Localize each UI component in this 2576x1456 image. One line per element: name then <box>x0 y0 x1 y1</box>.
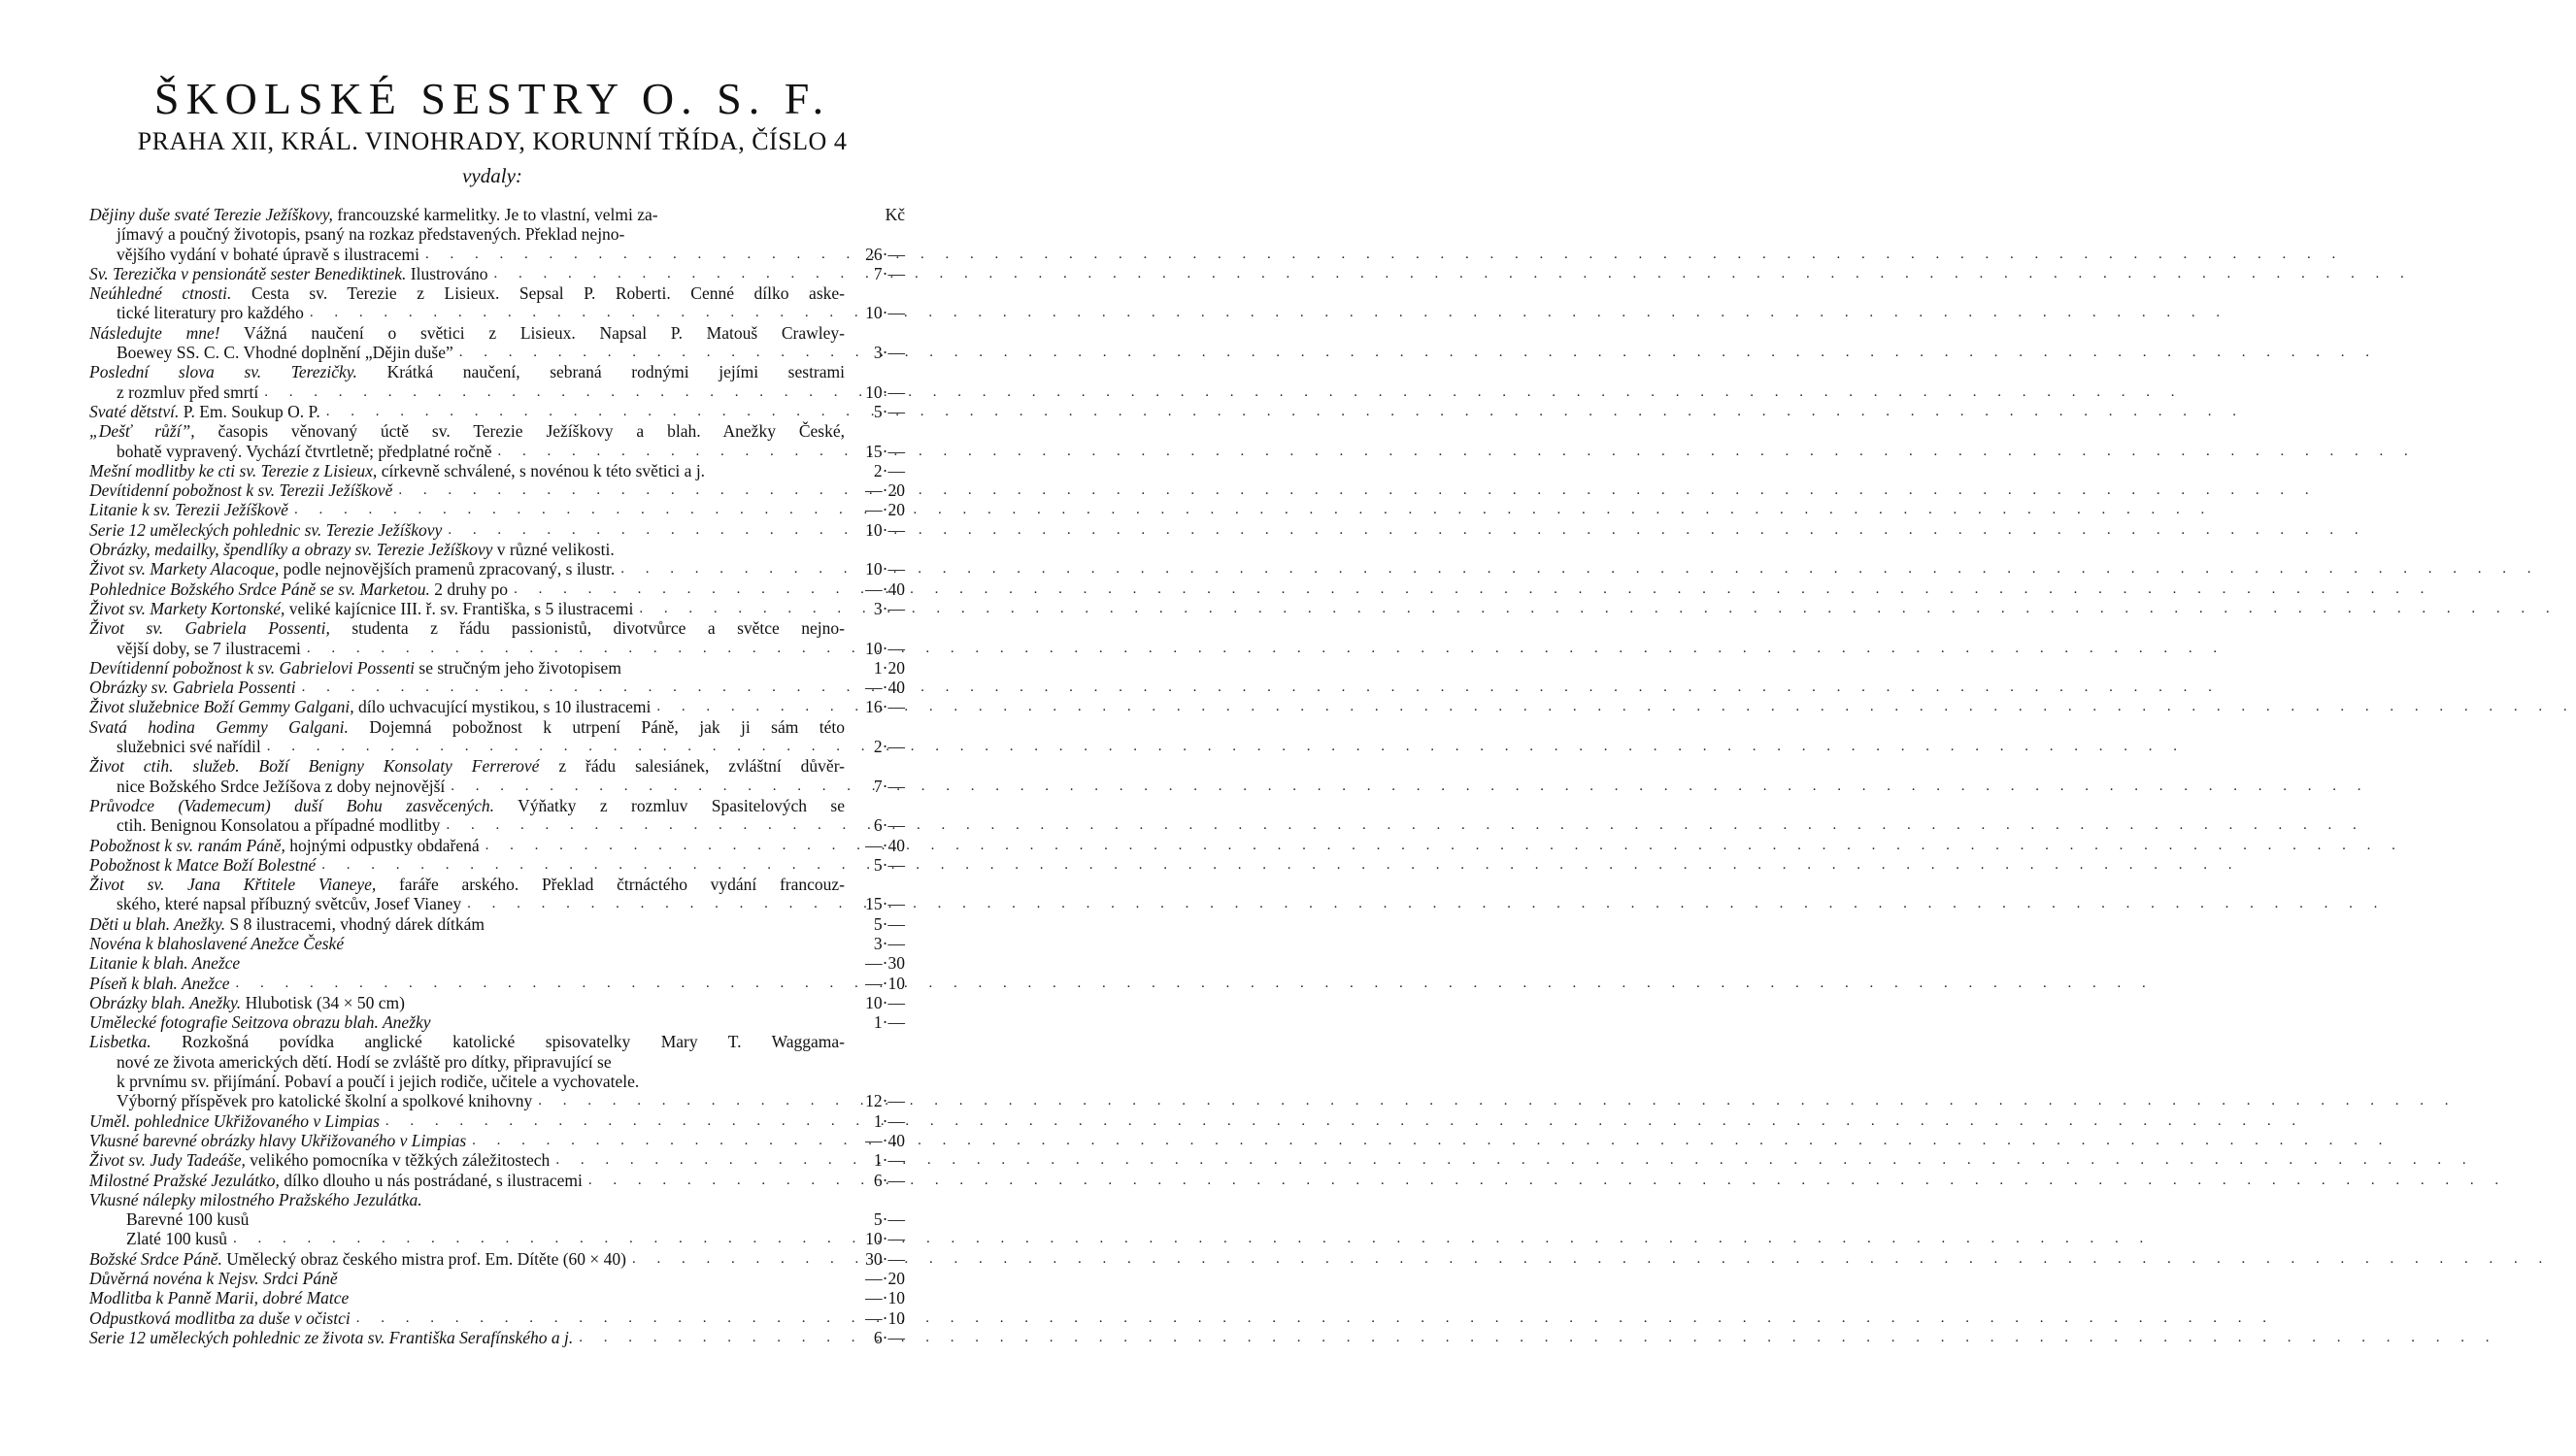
catalog-line <box>89 1190 905 1209</box>
dot-leader <box>227 1229 845 1248</box>
catalog-price: 5·— <box>873 854 905 875</box>
catalog-line <box>89 442 905 461</box>
catalog-entry-text <box>89 500 288 519</box>
catalog-entry-text <box>89 520 442 540</box>
catalog-price: 6·— <box>873 1327 905 1347</box>
catalog-line <box>89 599 905 618</box>
catalog-entry-description: se stručným jeho životopisem <box>415 657 621 678</box>
catalog-entry-description: francouzské karmelitky. Je to vlastní, velmi za- <box>332 205 658 224</box>
catalog-price: —·10 <box>865 1288 905 1308</box>
catalog-entry-description: dílko dlouho u nás postrádané, s ilustracemi <box>279 1170 583 1190</box>
catalog-entry-title: Život sv. Gabriela Possenti, <box>89 618 330 639</box>
catalog-line <box>89 205 905 224</box>
catalog-entry-text <box>89 1111 380 1131</box>
catalog-entry-text <box>89 579 508 599</box>
dot-leader <box>301 639 845 658</box>
catalog-line <box>89 224 905 244</box>
catalog-line <box>89 658 905 678</box>
catalog-entry-description: časopis věnovaný úctě sv. Terezie Ježíškovy a blah. Anežky České, <box>194 421 846 442</box>
dot-leader <box>466 1131 845 1150</box>
catalog-entry-title: Sv. Terezička v pensionátě sester Benediktinek. <box>89 263 407 283</box>
catalog-entry-text <box>89 914 485 934</box>
catalog-entry-text <box>89 953 240 973</box>
catalog-entry-description: Vážná naučení o světici z Lisieux. Napsal P. Matouš Crawley- <box>219 322 845 343</box>
catalog-entry-text <box>89 1288 349 1307</box>
catalog-line <box>89 1032 905 1051</box>
catalog-entry-title: Život služebnice Boží Gemmy Galgani, <box>89 697 354 717</box>
catalog-price: 3·— <box>873 343 905 363</box>
catalog-price: 12·— <box>865 1091 905 1111</box>
catalog-entry-text <box>89 264 488 283</box>
catalog-entry-text <box>89 855 316 875</box>
catalog-entry-text <box>89 480 392 500</box>
catalog-price: 26·— <box>865 244 905 264</box>
catalog-entry-text <box>89 618 845 638</box>
dot-leader <box>445 777 845 796</box>
catalog-entry-text <box>89 559 615 579</box>
dot-leader <box>351 1308 845 1328</box>
dot-leader <box>508 579 845 599</box>
catalog-entry-title: Serie 12 uměleckých pohlednic ze života sv. Františka Serafínského a j. <box>89 1327 574 1347</box>
catalog-line <box>89 1269 905 1288</box>
catalog-entry-title: Poslední slova sv. Terezičky. <box>89 362 357 382</box>
catalog-entry-text <box>89 599 633 618</box>
catalog-line <box>89 245 905 264</box>
catalog-price: —·40 <box>865 1130 905 1150</box>
catalog-line <box>89 421 905 441</box>
catalog-price: 30·— <box>865 1248 905 1269</box>
catalog-entry-title: Pohlednice Božského Srdce Páně se sv. Marketou. <box>89 579 430 599</box>
catalog-entry-title: „Dešť růží”, <box>89 421 195 442</box>
catalog-entry-description: bohatě vypravený. Vychází čtvrtletně; předplatné ročně <box>117 441 492 461</box>
catalog-entry-title: Devítidenní pobožnost k sv. Terezii Ježíškově <box>89 480 393 501</box>
catalog-line <box>89 579 905 599</box>
catalog-price: 1·20 <box>873 657 905 678</box>
catalog-price: —·10 <box>865 1307 905 1328</box>
catalog-line <box>89 1052 905 1072</box>
catalog-entry-description: nice Božského Srdce Ježíšova z doby nejnovější <box>117 776 446 796</box>
catalog-price: Kč <box>885 205 905 224</box>
catalog-line <box>89 678 905 697</box>
catalog-entry-text <box>89 1131 466 1150</box>
catalog-price: 1·— <box>873 1110 905 1131</box>
catalog-entry-title: Vkusné barevné obrázky hlavy Ukřižovaného v Limpias <box>89 1130 467 1150</box>
catalog-price: 16·— <box>865 697 905 717</box>
catalog-line <box>89 777 905 796</box>
catalog-entry-text <box>89 461 705 480</box>
catalog-price: —·30 <box>865 953 905 974</box>
catalog-entry-description: Zlaté 100 kusů <box>126 1229 228 1249</box>
catalog-entry-text <box>89 421 845 441</box>
catalog-entry-title: Život sv. Markety Kortonské, <box>89 598 285 618</box>
catalog-entry-title: Neúhledné ctnosti. <box>89 283 232 304</box>
dot-leader <box>442 520 845 540</box>
catalog-entry-description: studenta z řádu passionistů, divotvůrce a světce nejno- <box>329 618 845 639</box>
catalog-entry-description: Hlubotisk (34 × 50 cm) <box>241 992 406 1012</box>
catalog-entry-text <box>89 362 845 381</box>
catalog-line <box>89 836 905 855</box>
catalog-line <box>89 540 905 559</box>
catalog-entry-description: Výňatky z rozmluv Spasitelových se <box>494 795 846 815</box>
dot-leader <box>261 737 845 756</box>
dot-leader <box>320 402 845 421</box>
catalog-entry-description: Dojemná pobožnost k utrpení Páně, jak ji sám této <box>348 716 845 737</box>
catalog-entry-description: Ilustrováno <box>406 263 488 283</box>
dot-leader <box>453 343 845 362</box>
catalog-price: 3·— <box>873 933 905 953</box>
catalog-entry-text <box>89 894 461 913</box>
catalog-entry-text <box>89 639 301 658</box>
catalog-entry-title: Obrázky sv. Gabriela Possenti <box>89 678 296 698</box>
dot-leader <box>258 382 845 402</box>
catalog-line <box>89 461 905 480</box>
catalog-entry-description: k prvnímu sv. přijímání. Pobaví a poučí i jejich rodiče, učitele a vychovatele. <box>117 1072 640 1092</box>
catalog-entry-title: Obrázky blah. Anežky. <box>89 992 242 1012</box>
catalog-line <box>89 737 905 756</box>
dot-leader <box>491 442 845 461</box>
catalog-line <box>89 1288 905 1307</box>
dot-leader <box>392 480 845 500</box>
catalog-entry-text <box>89 875 845 894</box>
dot-leader <box>651 697 845 716</box>
catalog-price: —·20 <box>865 1269 905 1289</box>
catalog-price: —·20 <box>865 480 905 501</box>
catalog-entry-text <box>89 1091 532 1110</box>
catalog-entry-title: Modlitba k Panně Marii, dobré Matce <box>89 1288 350 1308</box>
dot-leader <box>615 559 845 579</box>
catalog-entry-description: služebnici své nařídil <box>117 737 261 757</box>
catalog-entry-description: S 8 ilustracemi, vhodný dárek dítkám <box>225 913 485 934</box>
catalog-line <box>89 697 905 716</box>
catalog-price: 2·— <box>873 460 905 480</box>
catalog-line <box>89 1308 905 1328</box>
catalog-line <box>89 382 905 402</box>
catalog-entry-title: Svaté dětství. <box>89 401 180 421</box>
catalog-entry-text <box>89 1308 351 1328</box>
catalog-entry-text <box>89 1328 573 1347</box>
catalog-entry-description: vějšího vydání v bohaté úpravě s ilustracemi <box>117 244 420 264</box>
catalog-entry-title: Život sv. Judy Tadeáše, <box>89 1150 246 1171</box>
catalog-entry-text <box>89 836 480 855</box>
catalog-entry-text <box>89 658 621 678</box>
catalog-price: —·10 <box>865 973 905 993</box>
dot-leader <box>573 1328 845 1347</box>
catalog-price: 10·— <box>865 638 905 658</box>
catalog-entry-title: Průvodce (Vademecum) duší Bohu zasvěcených. <box>89 795 495 815</box>
catalog-line <box>89 343 905 362</box>
catalog-entry-description: z řádu salesiánek, zvláštní důvěr- <box>539 756 845 777</box>
catalog-entry-title: Píseň k blah. Anežce <box>89 973 230 993</box>
catalog-line <box>89 303 905 322</box>
catalog-entry-description: Výborný příspěvek pro katolické školní a spolkové knihovny <box>117 1091 533 1111</box>
dot-leader <box>480 836 845 855</box>
catalog-entry-description: Cesta sv. Terezie z Lisieux. Sepsal P. Roberti. Cenné dílko aske- <box>231 283 845 304</box>
catalog-entry-title: Lisbetka. <box>89 1032 151 1052</box>
dot-leader <box>440 815 845 835</box>
catalog-entry-title: Milostné Pražské Jezulátko, <box>89 1170 280 1190</box>
catalog-price: 15·— <box>865 441 905 461</box>
catalog-entry-description: vější doby, se 7 ilustracemi <box>117 638 301 658</box>
dot-leader <box>288 500 845 519</box>
catalog-entry-title: Božské Srdce Páně. <box>89 1248 222 1269</box>
dot-leader <box>380 1111 845 1131</box>
catalog-entry-description: dílo uchvacující mystikou, s 10 ilustracemi <box>353 697 652 717</box>
catalog-entry-title: Obrázky, medailky, špendlíky a obrazy sv. Terezie Ježíškovy <box>89 540 493 560</box>
catalog-line <box>89 480 905 500</box>
catalog-entry-text <box>89 1171 583 1190</box>
catalog-price: 10·— <box>865 559 905 579</box>
catalog-price: 10·— <box>865 519 905 540</box>
catalog-entry-title: Svatá hodina Gemmy Galgani. <box>89 716 349 737</box>
catalog-entry-description: podle nejnovějších pramenů zpracovaný, s ilustr. <box>279 559 616 579</box>
catalog-entry-text <box>89 1269 338 1288</box>
page-title: ŠKOLSKÉ SESTRY O. S. F. <box>153 74 831 123</box>
catalog-entry-title: Pobožnost k Matce Boží Bolestné <box>89 854 317 875</box>
catalog-entry-title: Litanie k blah. Anežce <box>89 953 241 974</box>
dot-leader <box>461 894 845 913</box>
catalog-entry-title: Devítidenní pobožnost k sv. Gabrielovi Possenti <box>89 657 416 678</box>
catalog-list <box>89 205 905 1347</box>
catalog-entry-text <box>89 717 845 737</box>
catalog-line <box>89 953 905 973</box>
catalog-entry-text <box>89 245 419 264</box>
catalog-entry-text <box>89 283 845 303</box>
catalog-line <box>89 639 905 658</box>
catalog-entry-description: ctih. Benignou Konsolatou a případné modlitby <box>117 815 441 836</box>
catalog-price: 2·— <box>873 737 905 757</box>
catalog-price: 5·— <box>873 913 905 934</box>
catalog-entry-title: Život ctih. služeb. Boží Benigny Konsolaty Ferrerové <box>89 756 540 777</box>
catalog-line <box>89 362 905 381</box>
catalog-entry-text <box>89 382 258 402</box>
catalog-entry-text <box>89 442 491 461</box>
catalog-line <box>89 875 905 894</box>
catalog-entry-title: Odpustková modlitba za duše v očistci <box>89 1307 351 1328</box>
catalog-line <box>89 520 905 540</box>
catalog-entry-title: Umělecké fotografie Seitzova obrazu blah. Anežky <box>89 1012 431 1033</box>
catalog-entry-text <box>89 1072 639 1091</box>
dot-leader <box>550 1150 845 1170</box>
catalog-line <box>89 1131 905 1150</box>
catalog-line <box>89 618 905 638</box>
catalog-line <box>89 993 905 1012</box>
catalog-entry-text <box>89 697 651 716</box>
catalog-line <box>89 1150 905 1170</box>
catalog-entry-description: tické literatury pro každého <box>117 303 304 323</box>
catalog-line <box>89 283 905 303</box>
catalog-entry-description: z rozmluv před smrtí <box>117 381 259 402</box>
catalog-price: 7·— <box>873 776 905 796</box>
catalog-entry-text <box>89 1249 626 1269</box>
catalog-entry-title: Vkusné nálepky milostného Pražského Jezulátka. <box>89 1189 422 1209</box>
catalog-entry-title: Serie 12 uměleckých pohlednic sv. Terezie Ježíškovy <box>89 519 443 540</box>
catalog-entry-title: Děti u blah. Anežky. <box>89 913 226 934</box>
catalog-line <box>89 559 905 579</box>
catalog-price: —·40 <box>865 579 905 599</box>
dot-leader <box>230 974 846 993</box>
catalog-price: 6·— <box>873 815 905 836</box>
catalog-price: 10·— <box>865 381 905 402</box>
catalog-price: —·20 <box>865 500 905 520</box>
dot-leader <box>296 678 845 697</box>
catalog-entry-text <box>89 303 304 322</box>
catalog-line <box>89 974 905 993</box>
catalog-line <box>89 914 905 934</box>
catalog-entry-description: církevně schválené, s novénou k této světici a j. <box>377 460 706 480</box>
catalog-line <box>89 1072 905 1091</box>
catalog-line <box>89 1012 905 1032</box>
dot-leader <box>626 1249 845 1269</box>
catalog-entry-description: Boewey SS. C. C. Vhodné doplnění „Dějin duše” <box>117 343 453 363</box>
catalog-entry-text <box>89 1209 249 1229</box>
catalog-price: 10·— <box>865 992 905 1012</box>
published-by-label: vydaly: <box>462 164 522 187</box>
dot-leader <box>633 599 845 618</box>
catalog-entry-description: Umělecký obraz českého mistra prof. Em. Dítěte (60 × 40) <box>221 1248 626 1269</box>
dot-leader <box>488 264 846 283</box>
catalog-line <box>89 756 905 776</box>
catalog-entry-description: Barevné 100 kusů <box>126 1209 250 1230</box>
dot-leader <box>583 1171 845 1190</box>
catalog-line <box>89 717 905 737</box>
catalog-entry-description: hojnými odpustky obdařená <box>284 835 480 855</box>
dot-leader <box>304 303 845 322</box>
catalog-entry-text <box>89 224 624 244</box>
catalog-line <box>89 1328 905 1347</box>
catalog-entry-description: veliké kajícnice III. ř. sv. Františka, s 5 ilustracemi <box>284 598 634 618</box>
catalog-line <box>89 1229 905 1248</box>
catalog-entry-text <box>89 1190 422 1209</box>
catalog-price: 10·— <box>865 1229 905 1249</box>
catalog-entry-description: Rozkošná povídka anglické katolické spisovatelky Mary T. Waggama- <box>151 1032 845 1052</box>
catalog-entry-text <box>89 974 230 993</box>
catalog-price: 7·— <box>873 263 905 283</box>
catalog-price: —·40 <box>865 678 905 698</box>
catalog-entry-title: Uměl. pohlednice Ukřižovaného v Limpias <box>89 1110 380 1131</box>
dot-leader <box>419 245 845 264</box>
catalog-line <box>89 855 905 875</box>
catalog-price: 6·— <box>873 1170 905 1190</box>
catalog-entry-text <box>89 1032 845 1051</box>
publisher-address: PRAHA XII, KRÁL. VINOHRADY, KORUNNÍ TŘÍDA, ČÍSLO 4 <box>137 127 848 155</box>
catalog-entry-text <box>89 756 845 776</box>
catalog-entry-description: jímavý a poučný životopis, psaný na rozkaz představených. Překlad nejno- <box>117 224 625 245</box>
catalog-entry-text <box>89 1229 227 1248</box>
catalog-line <box>89 894 905 913</box>
catalog-entry-text <box>89 678 296 697</box>
catalog-entry-text <box>89 737 261 756</box>
catalog-entry-text <box>89 1012 431 1032</box>
catalog-price: 1·— <box>873 1012 905 1033</box>
catalog-entry-title: Život sv. Jana Křtitele Vianeye, <box>89 875 377 895</box>
dot-leader <box>316 855 845 875</box>
catalog-line <box>89 1091 905 1110</box>
dot-leader <box>532 1091 845 1110</box>
catalog-entry-description: Krátká naučení, sebraná rodnými jejími sestrami <box>356 362 845 382</box>
catalog-entry-text <box>89 934 344 953</box>
catalog-line <box>89 500 905 519</box>
catalog-entry-title: Dějiny duše svaté Terezie Ježíškovy, <box>89 205 333 224</box>
catalog-line <box>89 264 905 283</box>
catalog-entry-description: v různé velikosti. <box>492 540 615 560</box>
catalog-line <box>89 323 905 343</box>
catalog-price: 1·— <box>873 1150 905 1171</box>
catalog-entry-text <box>89 205 658 224</box>
catalog-entry-description: faráře arského. Překlad čtrnáctého vydání francouz- <box>376 875 845 895</box>
catalog-price: 10·— <box>865 303 905 323</box>
catalog-entry-title: Mešní modlitby ke cti sv. Terezie z Lisieux, <box>89 460 378 480</box>
catalog-line <box>89 815 905 835</box>
catalog-entry-title: Litanie k sv. Terezii Ježíškově <box>89 500 288 520</box>
catalog-line <box>89 934 905 953</box>
catalog-entry-title: Novéna k blahoslavené Anežce České <box>89 933 345 953</box>
catalog-entry-text <box>89 343 453 362</box>
catalog-entry-description: nové ze života amerických dětí. Hodí se zvláště pro dítky, připravující se <box>117 1051 612 1072</box>
catalog-entry-text <box>89 796 845 815</box>
catalog-line <box>89 1209 905 1229</box>
catalog-line <box>89 402 905 421</box>
catalog-entry-text <box>89 815 440 835</box>
catalog-price: —·40 <box>865 835 905 855</box>
catalog-entry-description: P. Em. Soukup O. P. <box>179 401 320 421</box>
catalog-entry-title: Následujte mne! <box>89 322 220 343</box>
catalog-entry-text <box>89 323 845 343</box>
catalog-entry-text <box>89 993 405 1012</box>
catalog-price: 5·— <box>873 1209 905 1230</box>
catalog-price: 15·— <box>865 894 905 914</box>
catalog-line <box>89 1249 905 1269</box>
catalog-price: 3·— <box>873 598 905 618</box>
catalog-entry-description: 2 druhy po <box>429 579 509 599</box>
catalog-entry-text <box>89 1052 612 1072</box>
catalog-entry-title: Důvěrná novéna k Nejsv. Srdci Páně <box>89 1269 338 1289</box>
catalog-entry-description: velikého pomocníka v těžkých záležitostech <box>245 1150 551 1171</box>
catalog-entry-text <box>89 777 445 796</box>
catalog-entry-text <box>89 1150 550 1170</box>
catalog-entry-description: ského, které napsal příbuzný světcův, Josef Vianey <box>117 894 462 914</box>
catalog-entry-text <box>89 540 615 559</box>
catalog-entry-text <box>89 402 320 421</box>
catalog-line <box>89 796 905 815</box>
catalog-entry-title: Pobožnost k sv. ranám Páně, <box>89 835 285 855</box>
catalog-line <box>89 1171 905 1190</box>
catalog-entry-title: Život sv. Markety Alacoque, <box>89 559 280 579</box>
catalog-line <box>89 1111 905 1131</box>
catalog-price: 5·— <box>873 401 905 421</box>
